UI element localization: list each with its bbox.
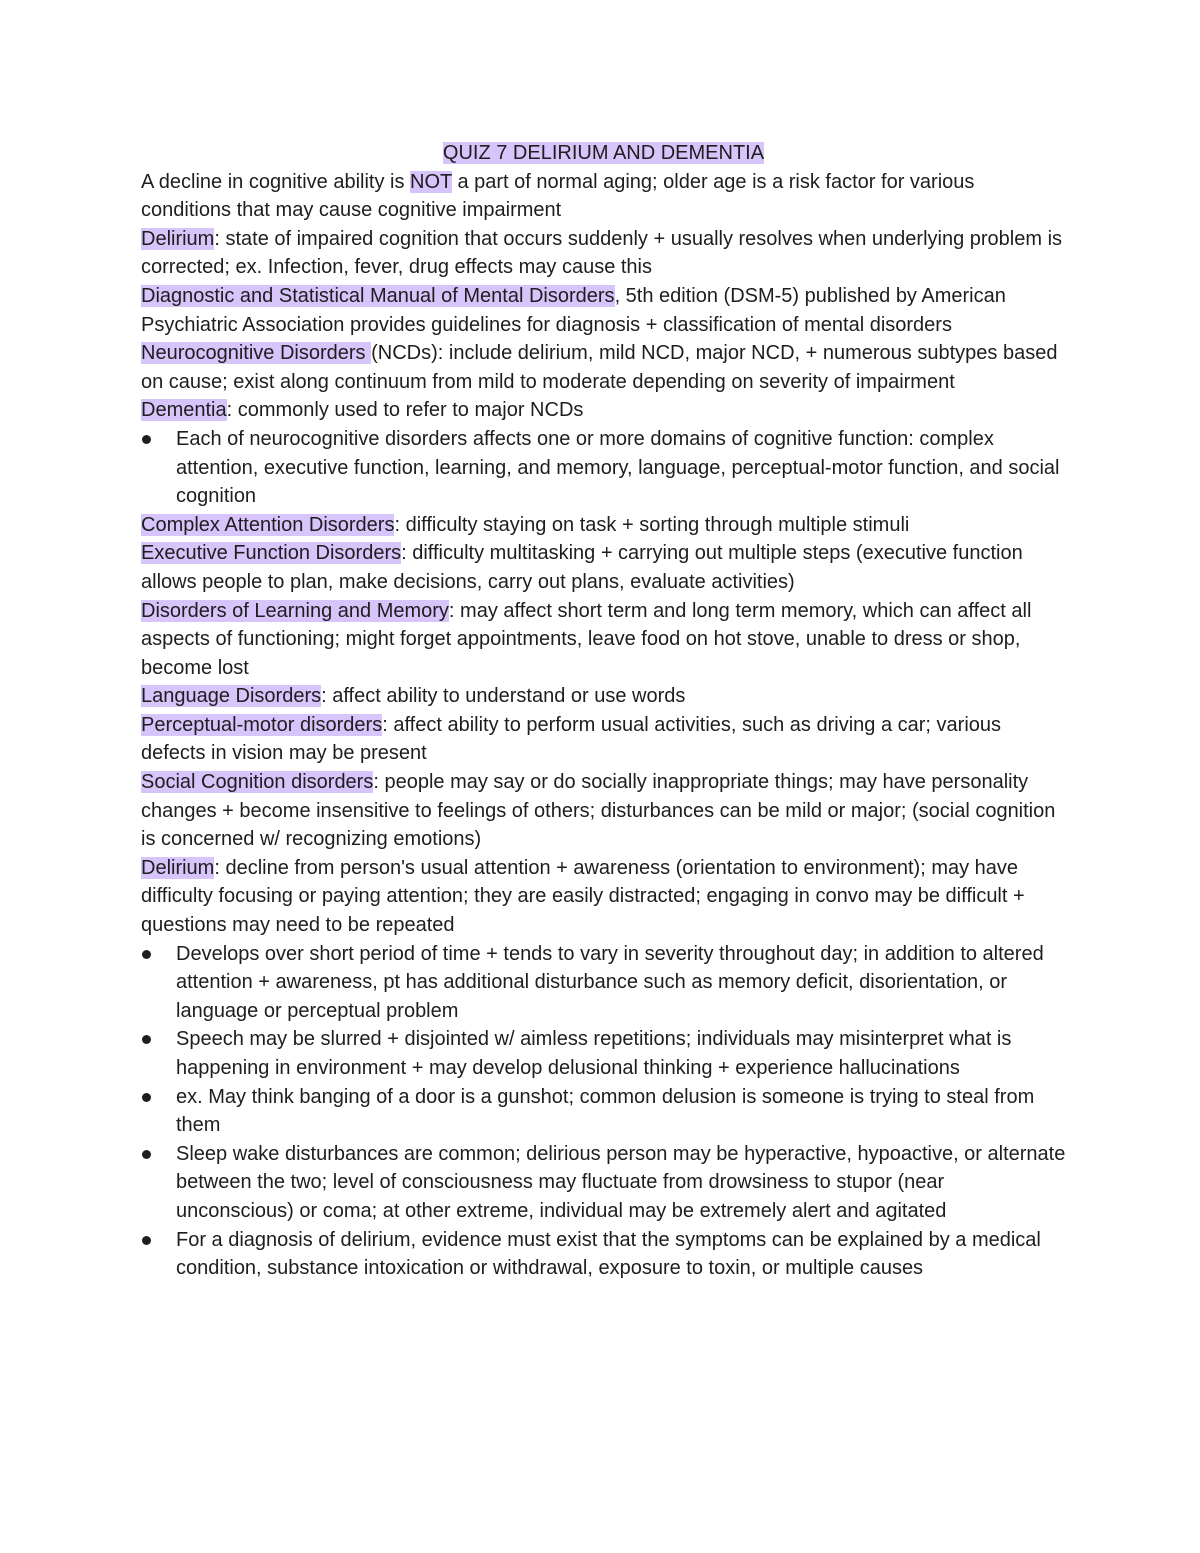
bullet-icon (142, 435, 151, 444)
bullet-icon (142, 1035, 151, 1044)
intro-paragraph: A decline in cognitive ability is NOT a part of normal aging; older age is a risk factor for various conditions that may cause cognitive impairment (141, 170, 975, 222)
list-item: Each of neurocognitive disorders affects one or more domains of cognitive function: complex attention, executive function, learning, and memory, language, perceptual-motor function, and social cognition (141, 425, 1066, 511)
term-highlight: Neurocognitive Disorders (141, 342, 372, 365)
domain-learning-memory: Disorders of Learning and Memory: may affect short term and long term memory, which can affect all aspects of functioning; might forget appointments, leave food on hot stove, unable to dress or shop, become lost (141, 599, 1032, 679)
term-highlight: Delirium (141, 856, 215, 879)
domain-delirium: Delirium: decline from person's usual attention + awareness (orientation to environment); may have difficulty focusing or paying attention; they are easily distracted; engaging in convo may be difficult + questions may need to be repeated (141, 856, 1025, 937)
domain-perceptual-motor: Perceptual-motor disorders: affect ability to perform usual activities, such as driving a car; various defects in vision may be present (141, 713, 1002, 765)
term-highlight: Diagnostic and Statistical Manual of Mental Disorders (141, 284, 615, 307)
list-item: ex. May think banging of a door is a gunshot; common delusion is someone is trying to steal from them (141, 1083, 1066, 1140)
term-highlight: Disorders of Learning and Memory (141, 599, 449, 622)
entry-delirium-definition: Delirium: state of impaired cognition that occurs suddenly + usually resolves when underlying problem is corrected; ex. Infection, fever, drug effects may cause this (141, 227, 1063, 279)
entry-dementia: Dementia: commonly used to refer to major NCDs (141, 399, 584, 422)
bullet-icon (142, 1093, 151, 1102)
document-title (141, 139, 1066, 168)
bullet-icon (142, 950, 151, 959)
domain-complex-attention: Complex Attention Disorders: difficulty staying on task + sorting through multiple stimuli (141, 513, 910, 536)
term-highlight: Delirium (141, 227, 215, 250)
term-highlight: Perceptual-motor disorders (141, 713, 383, 736)
term-highlight: Complex Attention Disorders (141, 513, 395, 536)
term-highlight: Language Disorders (141, 685, 322, 708)
term-highlight: Social Cognition disorders (141, 771, 374, 794)
not-highlight: NOT (410, 170, 452, 193)
domain-executive-function: Executive Function Disorders: difficulty multitasking + carrying out multiple steps (executive function allows people to plan, make decisions, carry out plans, evaluate activities) (141, 542, 1023, 593)
delirium-bullet-list (141, 940, 1066, 1283)
list-item: Speech may be slurred + disjointed w/ aimless repetitions; individuals may misinterpret what is happening in environment + may develop delusional thinking + experience hallucinations (141, 1025, 1066, 1082)
dementia-bullet-list (141, 425, 1066, 511)
domain-social-cognition: Social Cognition disorders: people may say or do socially inappropriate things; may have personality changes + become insensitive to feelings of others; disturbances can be mild or major; (social cognition is concerned w/ recognizing emotions) (141, 771, 1056, 851)
term-highlight: Executive Function Disorders (141, 542, 402, 565)
list-item: For a diagnosis of delirium, evidence must exist that the symptoms can be explained by a medical condition, substance intoxication or withdrawal, exposure to toxin, or multiple causes (141, 1226, 1066, 1283)
entry-ncd: Neurocognitive Disorders (NCDs): include delirium, mild NCD, major NCD, + numerous subtypes based on cause; exist along continuum from mild to moderate depending on severity of impairment (141, 342, 1058, 393)
list-item: Develops over short period of time + tends to vary in severity throughout day; in addition to altered attention + awareness, pt has additional disturbance such as memory deficit, disorientation, or language or perceptual problem (141, 940, 1066, 1026)
document-page (141, 139, 1066, 1283)
bullet-icon (142, 1150, 151, 1159)
domain-language: Language Disorders: affect ability to understand or use words (141, 685, 686, 708)
title-highlight: QUIZ 7 DELIRIUM AND DEMENTIA (442, 142, 765, 164)
term-highlight: Dementia (141, 399, 227, 422)
bullet-icon (142, 1236, 151, 1245)
entry-dsm5: Diagnostic and Statistical Manual of Mental Disorders, 5th edition (DSM-5) published by American Psychiatric Association provides guidelines for diagnosis + classification of mental disorders (141, 284, 1006, 336)
list-item: Sleep wake disturbances are common; delirious person may be hyperactive, hypoactive, or alternate between the two; level of consciousness may fluctuate from drowsiness to stupor (near unconscious) or coma; at other extreme, individual may be extremely alert and agitated (141, 1140, 1066, 1226)
